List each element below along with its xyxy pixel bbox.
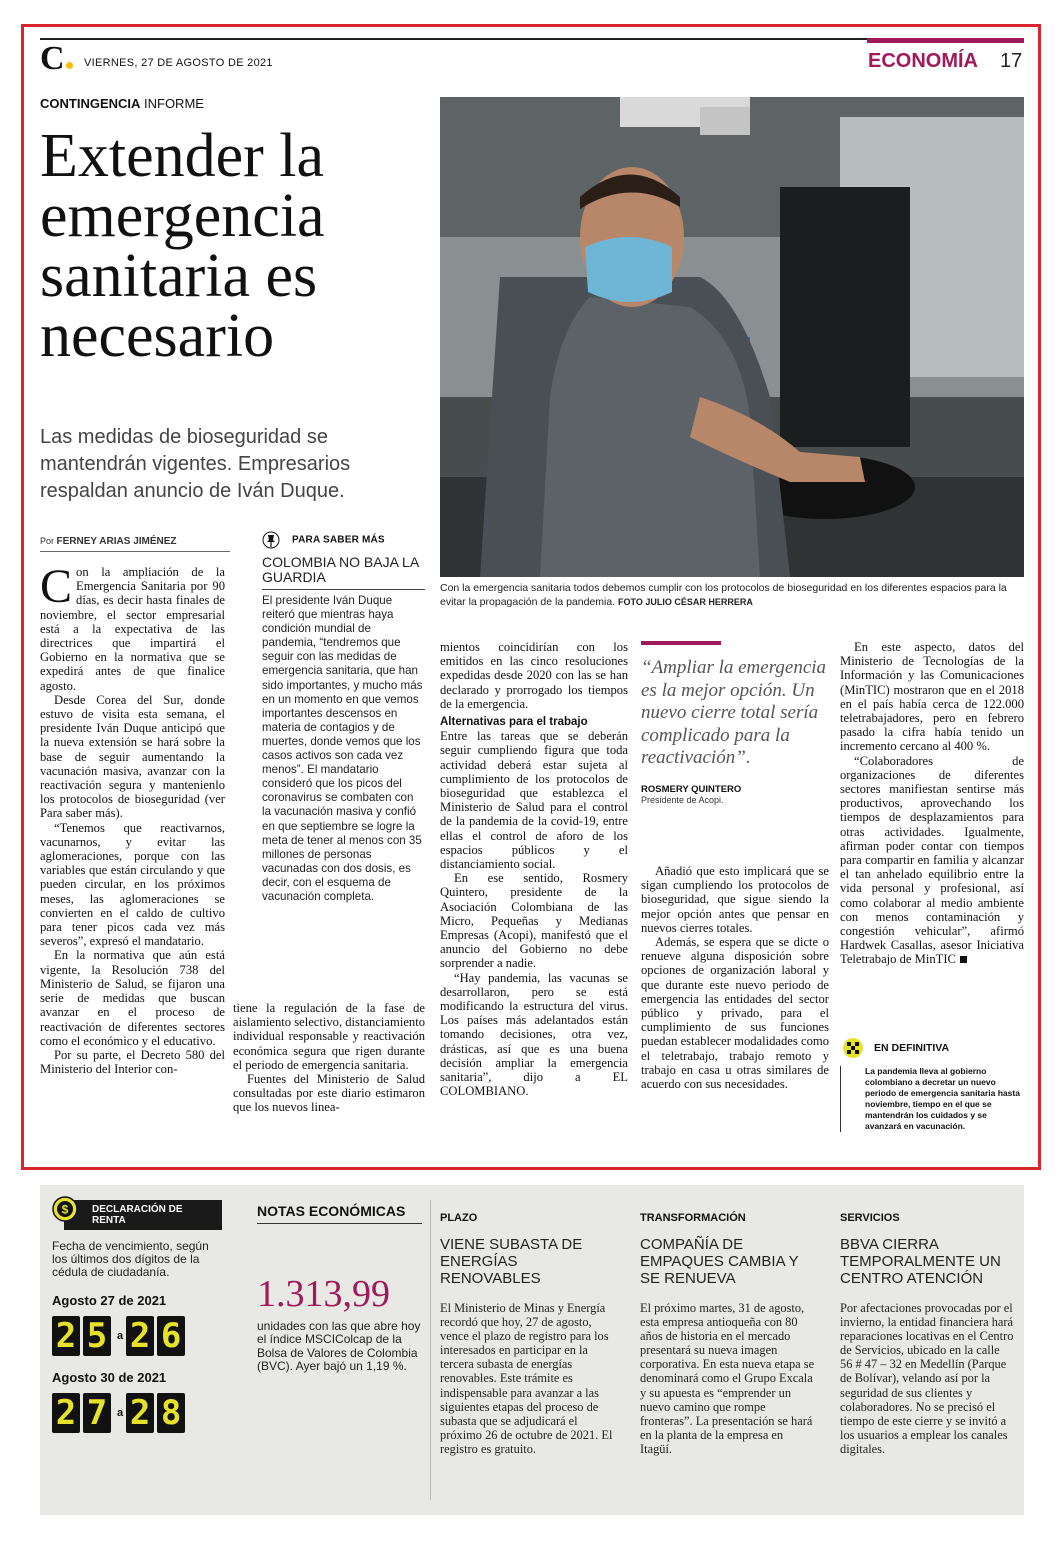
- section-name: ECONOMÍA: [868, 50, 978, 72]
- renta-label: DECLARACIÓN DE RENTA: [64, 1200, 222, 1230]
- paragraph: En la normativa que aún está vigente, la Resolución 738 del Ministerio de Salud, se fijaron una serie de medidas que buscan avanzar en el proceso de reactivación de diferentes sectores como el económico y el educativo.: [40, 948, 225, 1048]
- brief-plazo: [440, 1212, 615, 1456]
- digit: 2: [126, 1316, 154, 1356]
- sidebar-label: PARA SABER MÁS: [262, 531, 425, 549]
- byline-rule: [40, 551, 230, 552]
- range-separator: a: [117, 1407, 124, 1419]
- section-accent-bar: [867, 38, 1024, 43]
- digit: 6: [157, 1316, 185, 1356]
- paragraph: “Colaboradores de organizaciones de diferentes sectores manifiestan sentirse más productivos, aprovechando los tiempos de desplazamientos para otras actividades. Igualmente, afirman poder contar con tiempos para compartir en familia y alcanzar el tan anhelado equilibrio entre la vida personal y profesional, así como colaborar al medio ambiente con menos contaminación y congestión vehicular”, afirmó Hardwek Casallas, asesor Iniciativa Teletrabajo de MinTIC: [840, 753, 1024, 967]
- brief-body: Por afectaciones provocadas por el invierno, la entidad financiera hará reparaciones locativas en el Centro de Servicios, ubicado en la calle 56 # 47 – 32 en Medellín (Parque de Bolívar), velando así por la seguridad de sus clientes y colaboradores. No se precisó el tiempo de este cierre y se invitó a los usuarios a emplear los canales digitales.: [840, 1301, 1014, 1456]
- renta-box: [52, 1200, 222, 1433]
- paragraph: Por su parte, el Decreto 580 del Ministerio del Interior con-: [40, 1047, 225, 1077]
- definitiva-icon: [842, 1037, 864, 1059]
- notas-economicas: [257, 1203, 422, 1374]
- paragraph: tiene la regulación de la fase de aislamiento selectivo, distanciamiento individual responsable y reactivación económica segura que rigen durante el periodo de emergencia sanitaria.: [233, 1001, 425, 1072]
- dollar-coin-icon: [52, 1196, 78, 1222]
- quote-text: “Ampliar la emergencia es la mejor opción. Un nuevo cierre total sería complicado para la reactivación”.: [641, 657, 827, 768]
- digit: 5: [83, 1316, 111, 1356]
- paragraph: Con la ampliación de la Emergencia Sanitaria por 90 días, es decir hasta finales de noviembre, el sector empresarial está a la expectativa de las directrices que impartirá el Gobierno en la normativa que se expedirá antes de que finalice agosto.: [40, 560, 225, 693]
- svg-text:$: $: [61, 1202, 69, 1217]
- quote-accent-bar: [641, 641, 721, 645]
- paragraph: Añadió que esto implicará que se sigan cumpliendo los protocolos de bioseguridad, que sigue siendo la mejor opción antes que pensar en nuevos cierres totales.: [641, 864, 829, 935]
- subheadline: Las medidas de bioseguridad se mantendrán vigentes. Empresarios respaldan anuncio de Iván Duque.: [40, 426, 351, 502]
- range-separator: a: [117, 1330, 124, 1342]
- notas-label: NOTAS ECONÓMICAS: [257, 1203, 422, 1224]
- index-value: 1.313,99: [257, 1273, 390, 1315]
- paragraph: “Hay pandemia, las vacunas se desarrollaron, pero se está modificando la estructura del virus. Los países más adelantados están tomando decisiones, otra vez, drásticas, así que es una buena decisión ampliar la emergencia sanitaria”, dijo a EL COLOMBIANO.: [440, 970, 628, 1099]
- en-definitiva-box: [840, 1036, 1024, 1132]
- article-photo: [440, 97, 1024, 577]
- issue-date: VIERNES, 27 DE AGOSTO DE 2021: [84, 57, 273, 69]
- byline: Por FERNEY ARIAS JIMÉNEZ: [40, 536, 177, 547]
- digit: 2: [52, 1316, 80, 1356]
- digit-range-2: [52, 1393, 222, 1433]
- renta-date-1: Agosto 27 de 2021: [52, 1293, 167, 1308]
- subheading: Alternativas para el trabajo: [440, 716, 588, 729]
- paragraph: Entre las tareas que se deberán seguir cumpliendo figura que toda actividad deberá estar sujeta al cumplimiento de los protocolos de bioseguridad que establezca el Ministerio de Salud para el control de la pandemia de la covid-19, entre ellas el control de aforo de los espacios públicos y el distanciamiento social.: [440, 729, 628, 872]
- headline: Extender la emergencia sanitaria es necesario: [40, 122, 325, 370]
- brief-label: SERVICIOS: [840, 1212, 900, 1224]
- brief-title: BBVA CIERRA TEMPORALMENTE UN CENTRO ATENCIÓN: [840, 1236, 1001, 1287]
- photo-credit: FOTO JULIO CÉSAR HERRERA: [618, 597, 753, 607]
- photo-illustration: [440, 97, 1024, 577]
- paragraph: En ese sentido, Rosmery Quintero, presidente de la Asociación Colombiana de las Micro, Pequeñas y Medianas Empresas (Acopi), manifestó que el anuncio del Gobierno no debe sorprender a nadie.: [440, 871, 628, 971]
- article-column-3: [440, 640, 628, 1099]
- page-number: 17: [1000, 50, 1023, 72]
- brief-label: TRANSFORMACIÓN: [640, 1212, 746, 1224]
- brief-title: VIENE SUBASTA DE ENERGÍAS RENOVABLES: [440, 1236, 583, 1287]
- paragraph: Desde Corea del Sur, donde estuvo de visita esta semana, el presidente Iván Duque anticipó que la nueva extensión se hará sobre la base de seguir aumentando la vacunación masiva, avanzar con la reactivación segura y mantenienlo los protocolos de bioseguridad (ver Para saber más).: [40, 692, 225, 821]
- index-description: unidades con las que abre hoy el índice MSCIColcap de la Bolsa de Valores de Colombia (BVC). Ayer bajó un 1,19 %.: [257, 1319, 421, 1374]
- brief-body: El Ministerio de Minas y Energía recordó que hoy, 27 de agosto, vence el plazo de registro para los interesados en participar en la tercera subasta de energías renovables. Este trámite es indispensable para avanzar a las siguientes etapas del proceso de subasta que se adjudicará el próximo 26 de octubre de 2021. El registro es gratuito.: [440, 1301, 613, 1456]
- en-definitiva-text: La pandemia lleva al gobierno colombiano a decretar un nuevo periodo de emergencia sanitaria hasta noviembre, tiempo en el que se mantendrán los cuidados y se avanzará en vacunación.: [840, 1066, 1024, 1132]
- sidebar-title: COLOMBIA NO BAJA LA GUARDIA: [262, 554, 419, 585]
- quote-author: ROSMERY QUINTERO: [641, 783, 742, 795]
- drop-cap: C: [40, 560, 73, 613]
- newspaper-logo: C: [40, 42, 73, 76]
- kicker: CONTINGENCIA INFORME: [40, 96, 204, 111]
- digit: 8: [157, 1393, 185, 1433]
- pull-quote: [641, 641, 831, 805]
- paragraph: Fuentes del Ministerio de Salud consultadas por este diario estimaron que los nuevos linea-: [233, 1072, 425, 1115]
- column-divider: [430, 1200, 431, 1500]
- brief-servicios: [840, 1212, 1015, 1456]
- article-column-1: [40, 560, 225, 1077]
- article-column-5: [840, 640, 1024, 967]
- en-definitiva-label: EN DEFINITIVA: [840, 1036, 1024, 1060]
- brief-body: El próximo martes, 31 de agosto, esta empresa antioqueña con 80 años de historia en el mercado presentará su nueva imagen corporativa. En esta nueva etapa se denominará como el Grupo Excala y su apuesta es “emprender un nuevo camino que rompe fronteras”. La presentación se hará en la planta de la empresa en Itagüí.: [640, 1301, 815, 1456]
- photo-caption: Con la emergencia sanitaria todos debemos cumplir con los protocolos de bioseguridad en los diferentes espacios para la evitar la propagación de la pandemia. FOTO JULIO CÉSAR HERRERA: [440, 582, 1007, 608]
- brief-transformacion: [640, 1212, 815, 1456]
- digit: 2: [52, 1393, 80, 1433]
- renta-description: Fecha de vencimiento, según los últimos dos dígitos de la cédula de ciudadanía.: [52, 1239, 209, 1279]
- paragraph: En este aspecto, datos del Ministerio de Tecnologías de la Información y las Comunicaciones (MinTIC) mostraron que en el 2018 en el país había cerca de 122.000 teletrabajadores, pero en febrero pasado la cifra había tenido un incremento cercano al 400 %.: [840, 640, 1024, 754]
- article-column-2: [233, 1001, 425, 1115]
- digit: 7: [83, 1393, 111, 1433]
- pushpin-icon: [262, 531, 280, 549]
- digit: 2: [126, 1393, 154, 1433]
- brief-title: COMPAÑÍA DE EMPAQUES CAMBIA Y SE RENUEVA: [640, 1236, 799, 1287]
- article-column-4: [641, 864, 829, 1091]
- quote-author-role: Presidente de Acopi.: [641, 794, 724, 805]
- brief-label: PLAZO: [440, 1212, 478, 1224]
- renta-date-2: Agosto 30 de 2021: [52, 1370, 167, 1385]
- digit-range-1: [52, 1316, 222, 1356]
- paragraph: mientos coincidirían con los emitidos en las cinco resoluciones expedidas desde 2020 con las se han declarado y prorrogado los tiempos de la emergencia.: [440, 640, 628, 711]
- end-mark-icon: [960, 956, 967, 963]
- paragraph: “Tenemos que reactivarnos, vacunarnos, y evitar las aglomeraciones, porque con las variables que están circulando y que pueden circular, en los próximos meses, las aglomeraciones se convierten en el caldo de cultivo para tener picos cada vez más severos”, expresó el mandatario.: [40, 820, 225, 949]
- paragraph: Además, se espera que se dicte o renueve alguna disposición sobre opciones de organización laboral y que durante este nuevo periodo de emergencia las entidades del sector público y privado, para el cumplimiento de sus funciones puedan establecer modalidades como el teletrabajo, trabajo remoto y trabajo en casa u otras similares de acuerdo con sus necesidades.: [641, 935, 829, 1092]
- sidebar-text: El presidente Iván Duque reiteró que mientras haya condición mundial de pandemia, “tendremos que seguir con las medidas de emergencia sanitaria, que han sido importantes, y mucho más en un momento en que vemos importantes descensos en materia de contagios y de muertes, donde vemos que los casos activos son cada vez menos”. El mandatario consideró que los picos del coronavirus se combaten con la vacunación masiva y confió en que septiembre se logre la meta de tener al menos con 35 millones de personas vacunadas con dos dosis, es decir, con el esquema de vacunación completa.: [262, 594, 423, 903]
- sidebar-para-saber-mas: [262, 531, 425, 904]
